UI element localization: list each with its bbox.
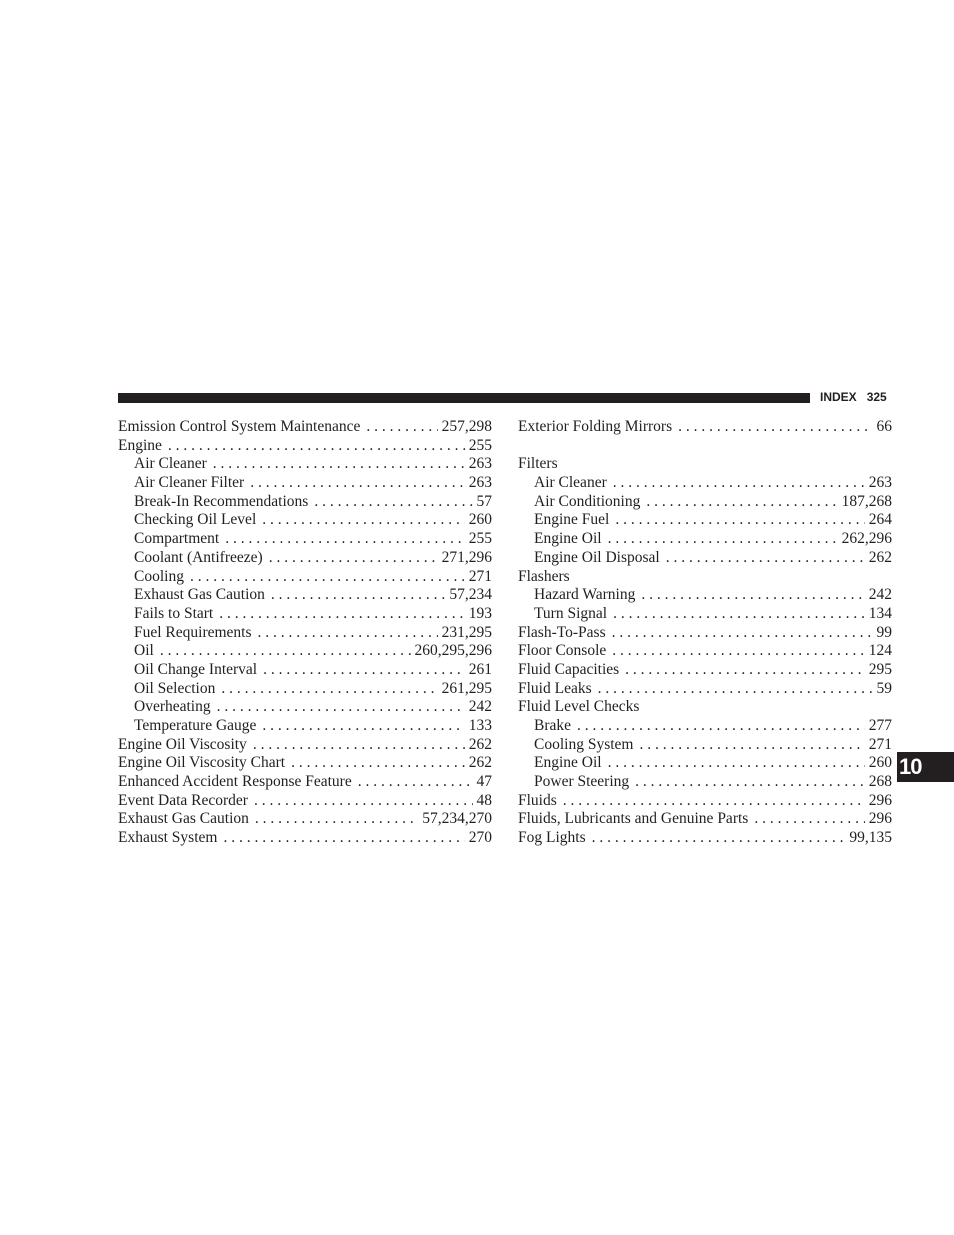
dot-leader [641, 586, 864, 605]
entry-page-refs: 59 [876, 679, 892, 697]
dot-leader [225, 530, 465, 549]
entry-term: Oil Change Interval [134, 660, 258, 678]
dot-leader [314, 493, 472, 512]
index-subentry [118, 586, 492, 605]
index-entry [518, 829, 892, 848]
entry-page-refs: 268 [868, 773, 892, 791]
running-header [820, 390, 887, 404]
entry-term: Flashers [518, 567, 570, 585]
entry-term: Engine Fuel [534, 511, 610, 529]
dot-leader [358, 773, 473, 792]
entry-term: Fluid Capacities [518, 660, 620, 678]
index-subentry [518, 773, 892, 792]
entry-term: Exhaust Gas Caution [118, 810, 249, 828]
dot-leader [254, 792, 473, 811]
chapter-tab [897, 752, 954, 782]
entry-page-refs: 261 [468, 660, 492, 678]
dot-leader [160, 642, 411, 661]
entry-term: Engine Oil Disposal [534, 548, 660, 566]
index-entry [518, 698, 892, 717]
chapter-tab-label: 10 [899, 754, 922, 779]
dot-leader [608, 754, 865, 773]
entry-page-refs: 57,234 [449, 586, 492, 604]
entry-page-refs: 296 [868, 791, 892, 809]
entry-term: Engine [118, 436, 162, 454]
entry-page-refs: 47 [476, 773, 492, 791]
dot-leader [608, 530, 838, 549]
entry-term: Oil Selection [134, 679, 216, 697]
dot-leader [615, 511, 864, 530]
index-entry [518, 792, 892, 811]
entry-term: Air Conditioning [534, 492, 641, 510]
index-subentry [118, 474, 492, 493]
entry-page-refs: 124 [868, 642, 892, 660]
entry-page-refs: 296 [868, 810, 892, 828]
dot-leader [625, 661, 865, 680]
entry-page-refs: 263 [468, 474, 492, 492]
index-subentry [518, 549, 892, 568]
entry-page-refs: 66 [876, 418, 892, 435]
dot-leader [269, 549, 438, 568]
dot-leader [646, 493, 837, 512]
entry-term: Exhaust System [118, 829, 218, 847]
entry-page-refs: 264 [868, 511, 892, 529]
dot-leader [253, 736, 465, 755]
index-subentry [118, 624, 492, 643]
entry-term: Fluid Leaks [518, 679, 592, 697]
dot-leader [271, 586, 446, 605]
entry-term: Compartment [134, 530, 220, 548]
index-subentry [118, 549, 492, 568]
index-entry [518, 568, 892, 587]
dot-leader [612, 642, 864, 661]
index-entry [518, 455, 892, 474]
entry-term: Fails to Start [134, 604, 214, 622]
index-subentry [118, 455, 492, 474]
index-subentry [518, 605, 892, 624]
index-subentry [118, 511, 492, 530]
dot-leader [613, 605, 865, 624]
entry-page-refs: 262,296 [841, 530, 892, 548]
entry-term: Fluids, Lubricants and Genuine Parts [518, 810, 749, 828]
dot-leader [666, 549, 865, 568]
index-subentry [118, 605, 492, 624]
dot-leader [563, 792, 865, 811]
index-entry [518, 810, 892, 829]
index-subentry [118, 680, 492, 699]
entry-page-refs: 260 [868, 754, 892, 772]
index-subentry [118, 661, 492, 680]
entry-page-refs: 277 [868, 717, 892, 734]
index-subentry [118, 642, 492, 661]
index-entry [118, 754, 492, 773]
entry-page-refs: 193 [468, 604, 492, 622]
entry-term: Hazard Warning [534, 586, 636, 604]
index-entry [518, 437, 892, 456]
entry-page-refs: 263 [868, 474, 892, 492]
index-entry [118, 418, 492, 437]
index-subentry [518, 736, 892, 755]
entry-term: Air Cleaner [134, 455, 207, 473]
dot-leader [366, 418, 437, 437]
entry-term: Oil [134, 642, 154, 660]
entry-term: Exhaust Gas Caution [134, 586, 265, 604]
entry-page-refs: 48 [476, 791, 492, 809]
dot-leader [219, 605, 465, 624]
dot-leader [577, 717, 865, 736]
index-entry [118, 810, 492, 829]
entry-page-refs: 295 [868, 660, 892, 678]
entry-page-refs: 57 [476, 492, 492, 510]
index-subentry [518, 493, 892, 512]
index-entry [518, 661, 892, 680]
entry-page-refs: 255 [468, 530, 492, 548]
entry-page-refs: 133 [468, 717, 492, 734]
index-subentry [518, 474, 892, 493]
header-rule [118, 393, 810, 403]
dot-leader [221, 680, 437, 699]
dot-leader [598, 680, 873, 699]
entry-page-refs: 99 [876, 623, 892, 641]
index-subentry [518, 530, 892, 549]
entry-term: Cooling [134, 567, 184, 585]
dot-leader [291, 754, 465, 773]
dot-leader [635, 773, 865, 792]
index-entry [118, 736, 492, 755]
dot-leader [754, 810, 864, 829]
entry-term: Floor Console [518, 642, 607, 660]
entry-term: Enhanced Accident Response Feature [118, 773, 352, 791]
entry-page-refs: 257,298 [441, 418, 492, 435]
dot-leader [639, 736, 864, 755]
entry-term: Engine Oil [534, 754, 602, 772]
entry-term: Exterior Folding Mirrors [518, 418, 673, 435]
index-entry [518, 624, 892, 643]
index-subentry [518, 586, 892, 605]
index-subentry [518, 511, 892, 530]
entry-term: Flash-To-Pass [518, 623, 606, 641]
entry-term: Fog Lights [518, 829, 586, 847]
index-subentry [518, 754, 892, 773]
entry-page-refs: 263 [468, 455, 492, 473]
entry-term: Cooling System [534, 735, 634, 753]
entry-page-refs: 271 [468, 567, 492, 585]
entry-page-refs: 271,296 [441, 548, 492, 566]
dot-leader [250, 474, 465, 493]
entry-term: Brake [534, 717, 572, 734]
entry-page-refs: 271 [868, 735, 892, 753]
index-column-right [518, 418, 892, 848]
dot-leader [263, 661, 465, 680]
entry-page-refs: 261,295 [441, 679, 492, 697]
dot-leader [223, 829, 464, 848]
entry-page-refs: 57,234,270 [422, 810, 492, 828]
dot-leader [213, 455, 465, 474]
dot-leader [168, 437, 465, 456]
entry-page-refs: 260 [468, 511, 492, 529]
entry-term: Overheating [134, 698, 211, 716]
entry-term: Air Cleaner Filter [134, 474, 245, 492]
entry-term: Turn Signal [534, 604, 608, 622]
dot-leader [217, 698, 465, 717]
index-column-left [118, 418, 492, 848]
entry-page-refs: 262 [468, 754, 492, 772]
entry-term: Power Steering [534, 773, 630, 791]
entry-page-refs: 231,295 [441, 623, 492, 641]
entry-page-refs: 187,268 [841, 492, 892, 510]
dot-leader [255, 810, 418, 829]
entry-term: Fluids [518, 791, 557, 809]
dot-leader [258, 624, 438, 643]
dot-leader [190, 568, 465, 587]
index-subentry [118, 568, 492, 587]
entry-page-refs: 262 [868, 548, 892, 566]
dot-leader [613, 474, 865, 493]
entry-page-refs: 134 [868, 604, 892, 622]
entry-term: Coolant (Antifreeze) [134, 548, 263, 566]
section-title: INDEX [820, 390, 857, 404]
entry-term: Air Cleaner [534, 474, 607, 492]
entry-term: Fuel Requirements [134, 623, 252, 641]
dot-leader [592, 829, 846, 848]
index-entry [118, 437, 492, 456]
entry-page-refs: 242 [468, 698, 492, 716]
entry-term: Temperature Gauge [134, 717, 257, 734]
dot-leader [262, 717, 464, 736]
page-number: 325 [866, 390, 887, 404]
entry-term: Engine Oil Viscosity [118, 735, 247, 753]
entry-term: Engine Oil [534, 530, 602, 548]
entry-page-refs: 262 [468, 735, 492, 753]
dot-leader [262, 511, 465, 530]
index-entry [118, 792, 492, 811]
entry-page-refs: 255 [468, 436, 492, 454]
entry-term: Fluid Level Checks [518, 698, 640, 716]
entry-page-refs: 260,295,296 [414, 642, 492, 660]
index-subentry [118, 530, 492, 549]
entry-term: Event Data Recorder [118, 791, 248, 809]
index-entry [518, 642, 892, 661]
dot-leader [678, 418, 872, 437]
index-entry [118, 773, 492, 792]
index-subentry [118, 698, 492, 717]
dot-leader [612, 624, 873, 643]
index-subentry [518, 717, 892, 736]
entry-term: Checking Oil Level [134, 511, 257, 529]
entry-page-refs: 99,135 [849, 829, 892, 847]
entry-page-refs: 242 [868, 586, 892, 604]
index-entry [518, 418, 892, 437]
index-subentry [118, 717, 492, 736]
entry-term: Filters [518, 455, 558, 473]
entry-term: Break-In Recommendations [134, 492, 309, 510]
index-entry [518, 680, 892, 699]
entry-term: Emission Control System Maintenance [118, 418, 361, 435]
index-entry [118, 829, 492, 848]
index-subentry [118, 493, 492, 512]
entry-term: Engine Oil Viscosity Chart [118, 754, 286, 772]
entry-page-refs: 270 [468, 829, 492, 847]
